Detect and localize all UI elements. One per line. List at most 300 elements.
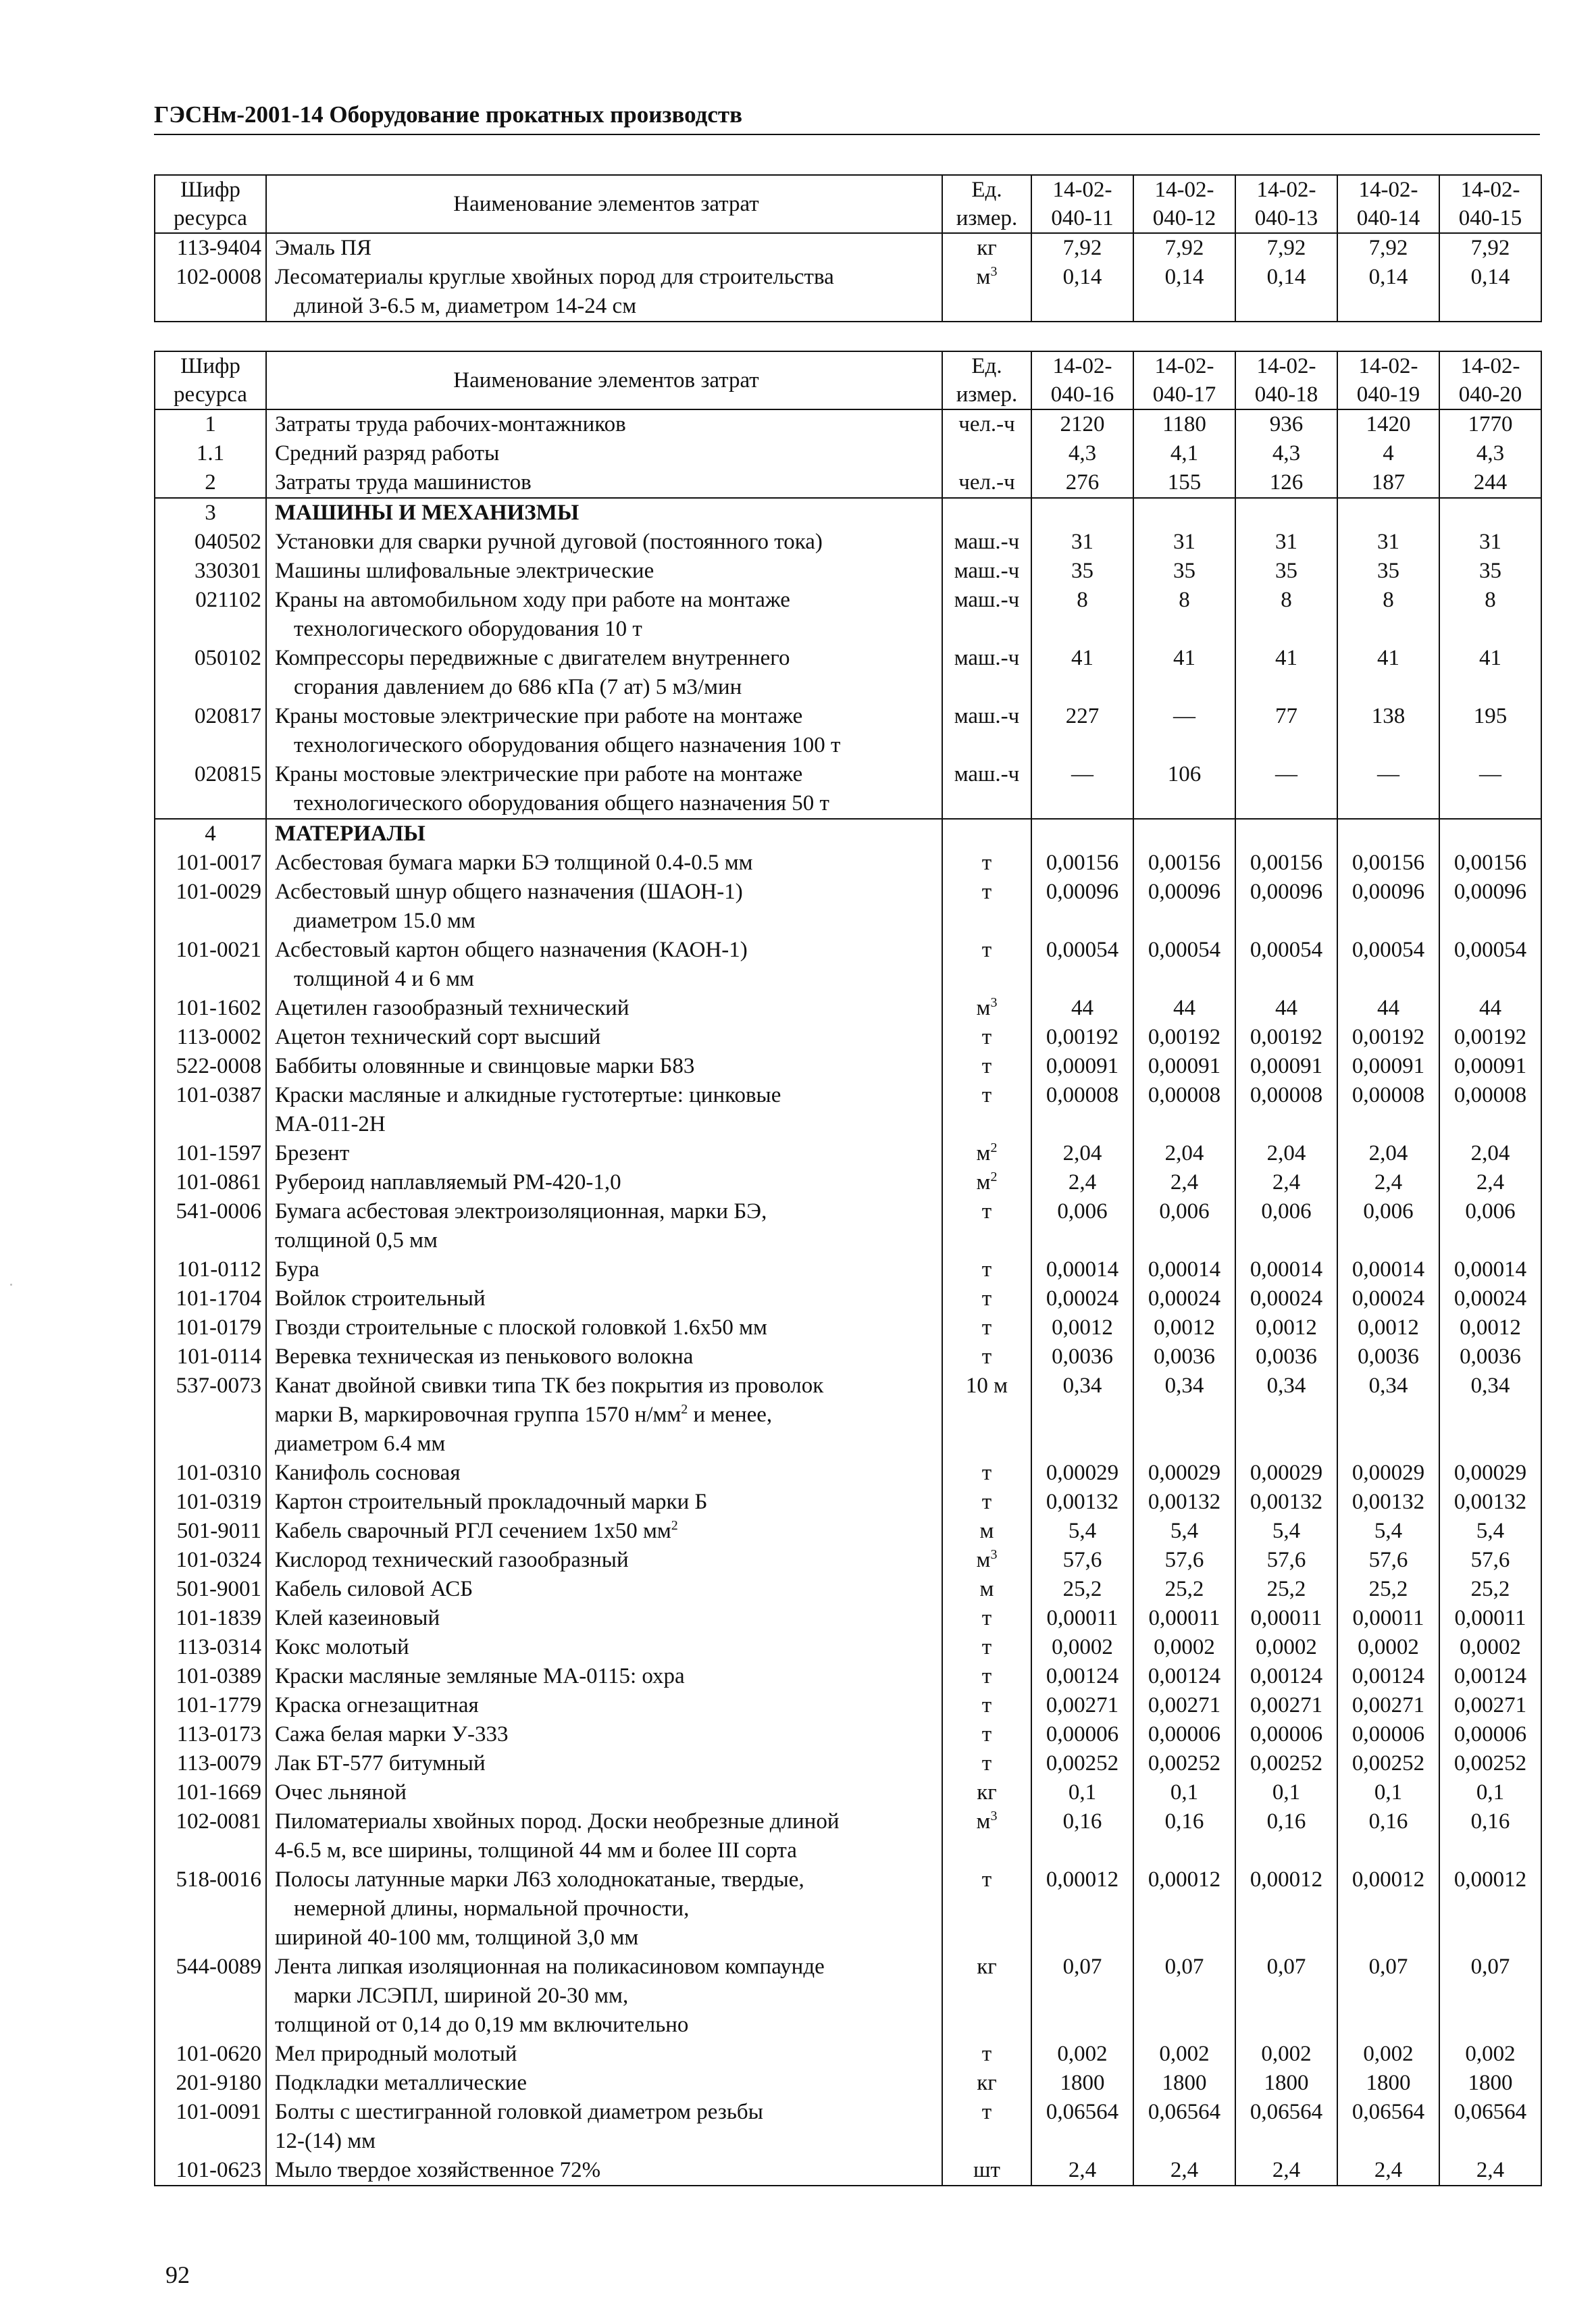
resource-name (266, 557, 942, 586)
norm-value: 0,00252 (1439, 1749, 1541, 1778)
norm-value: 0,06564 (1439, 2098, 1541, 2156)
unit-text: т (981, 1344, 992, 1369)
resource-code: 101-1779 (155, 1691, 266, 1720)
norm-value: 0,1 (1235, 1778, 1337, 1807)
resource-name (266, 1459, 942, 1488)
norm-value: 41 (1337, 644, 1439, 702)
unit (942, 1459, 1031, 1488)
norm-value: 0,00156 (1133, 849, 1235, 878)
norm-value: 227 (1031, 702, 1133, 760)
empty-cell (1133, 498, 1235, 528)
unit (942, 644, 1031, 702)
name-line: Лента липкая изоляционная на поликасиновом компаунде (275, 1955, 825, 1979)
name-line: Краски масляные земляные МА-0115: охра (275, 1664, 685, 1688)
empty-cell (1439, 498, 1541, 528)
norm-value: 2,04 (1133, 1139, 1235, 1168)
norm-value: 0,00011 (1235, 1604, 1337, 1633)
name-line (275, 1401, 937, 1430)
resource-name (266, 2156, 942, 2186)
norm-value: 0,00096 (1337, 878, 1439, 936)
norm-value: 0,00008 (1031, 1081, 1133, 1139)
resource-code: 102-0008 (155, 263, 266, 322)
material-row (155, 1342, 1541, 1372)
name-line: Веревка техническая из пенькового волокна (275, 1344, 694, 1369)
norm-value: 0,0036 (1133, 1342, 1235, 1372)
norm-value: 4,3 (1031, 439, 1133, 468)
empty-cell (1031, 498, 1133, 528)
norm-value: 0,00011 (1031, 1604, 1133, 1633)
norm-value: 57,6 (1439, 1546, 1541, 1575)
unit (942, 528, 1031, 557)
resource-code: 101-0021 (155, 936, 266, 994)
machine-row (155, 760, 1541, 819)
unit-text: т (981, 1751, 992, 1776)
unit (942, 1052, 1031, 1081)
resource-table-2 (154, 351, 1542, 2186)
norm-value: 0,00029 (1439, 1459, 1541, 1488)
norm-value: 0,002 (1337, 2040, 1439, 2069)
resource-code: 021102 (155, 586, 266, 644)
unit (942, 1168, 1031, 1197)
norm-value: 0,00096 (1439, 878, 1541, 936)
unit-text: т (981, 880, 992, 904)
name-line: Канат двойной свивки типа ТК без покрытия из проволок (275, 1374, 824, 1398)
empty-cell (1235, 498, 1337, 528)
name-line: Кокс молотый (275, 1635, 409, 1659)
norm-value: 0,006 (1439, 1197, 1541, 1255)
empty-cell (1235, 819, 1337, 849)
norm-value: 0,00091 (1439, 1052, 1541, 1081)
col-norm-header: 14-02- 040-20 (1439, 351, 1541, 409)
norm-value: 0,00008 (1439, 1081, 1541, 1139)
material-row (155, 1372, 1541, 1459)
name-part: марки В, маркировочная группа 1570 н/мм (275, 1403, 681, 1427)
norm-value: 0,006 (1337, 1197, 1439, 1255)
col-norm-header: 14-02- 040-19 (1337, 351, 1439, 409)
name-line: Гвозди строительные с плоской головкой 1.6х50 мм (275, 1315, 767, 1340)
material-row (155, 1488, 1541, 1517)
material-row (155, 1546, 1541, 1575)
resource-code: 101-1669 (155, 1778, 266, 1807)
name-line: Рубероид наплавляемый РМ-420-1,0 (275, 1170, 621, 1194)
material-row (155, 1168, 1541, 1197)
section-machines (155, 498, 1541, 528)
name-part: и менее, (688, 1403, 773, 1427)
material-row (155, 1633, 1541, 1662)
unit (942, 2069, 1031, 2098)
norm-value: 2,04 (1235, 1139, 1337, 1168)
norm-value: 2,4 (1235, 1168, 1337, 1197)
name-line: технологического оборудования 10 т (294, 617, 642, 641)
norm-value: 0,00012 (1133, 1865, 1235, 1953)
norm-value: 0,0002 (1235, 1633, 1337, 1662)
resource-code: 541-0006 (155, 1197, 266, 1255)
norm-value: 0,00014 (1337, 1255, 1439, 1284)
norm-value: 0,002 (1439, 2040, 1541, 2069)
resource-name (266, 1023, 942, 1052)
norm-value: 0,00132 (1133, 1488, 1235, 1517)
norm-value: 126 (1235, 468, 1337, 498)
unit (942, 1691, 1031, 1720)
norm-value: 0,00014 (1133, 1255, 1235, 1284)
material-row (155, 1720, 1541, 1749)
norm-value: 0,00156 (1337, 849, 1439, 878)
col-norm-header: 14-02- 040-18 (1235, 351, 1337, 409)
material-row (155, 1662, 1541, 1691)
unit (942, 1953, 1031, 2040)
resource-name (266, 1342, 942, 1372)
unit-text: чел.-ч (958, 412, 1015, 436)
name-line: Краски масляные и алкидные густотертые: цинковые (275, 1083, 781, 1107)
name-line: Краны мостовые электрические при работе на монтаже (275, 762, 803, 786)
norm-value: — (1133, 702, 1235, 760)
norm-value: 0,00271 (1031, 1691, 1133, 1720)
resource-code: 544-0089 (155, 1953, 266, 2040)
norm-value: 0,00091 (1133, 1052, 1235, 1081)
material-row (155, 1778, 1541, 1807)
norm-value: 0,00096 (1031, 878, 1133, 936)
resource-name (266, 468, 942, 498)
name-line: Мыло твердое хозяйственное 72% (275, 2158, 601, 2182)
col-norm-header: 14-02- 040-12 (1133, 175, 1235, 233)
resource-name (266, 1575, 942, 1604)
resource-name (266, 1749, 942, 1778)
name-line: Кабель сварочный РГЛ сечением 1х50 мм (275, 1519, 671, 1543)
superscript: 2 (990, 1169, 998, 1184)
unit-text: т (981, 1693, 992, 1717)
resource-name (266, 1081, 942, 1139)
norm-value: 0,0036 (1439, 1342, 1541, 1372)
norm-value: 195 (1439, 702, 1541, 760)
norm-value: 57,6 (1031, 1546, 1133, 1575)
unit (942, 2040, 1031, 2069)
norm-value: 0,00008 (1337, 1081, 1439, 1139)
labor-row (155, 409, 1541, 439)
machine-row (155, 528, 1541, 557)
name-line: Войлок строительный (275, 1286, 486, 1311)
name-line: Картон строительный прокладочный марки Б (275, 1490, 708, 1514)
material-row (155, 1459, 1541, 1488)
superscript: 3 (990, 995, 998, 1010)
norm-value: 0,1 (1031, 1778, 1133, 1807)
norm-value: 0,0036 (1031, 1342, 1133, 1372)
norm-value: 0,00006 (1031, 1720, 1133, 1749)
unit-text: кг (977, 2071, 997, 2095)
norm-value: 0,07 (1133, 1953, 1235, 2040)
norm-value: 2,04 (1439, 1139, 1541, 1168)
norm-value: 0,00011 (1439, 1604, 1541, 1633)
norm-value: 0,00252 (1133, 1749, 1235, 1778)
material-row (155, 2156, 1541, 2186)
resource-name (266, 1255, 942, 1284)
resource-code: 501-9011 (155, 1517, 266, 1546)
norm-value: 8 (1439, 586, 1541, 644)
norm-value: 0,00012 (1439, 1865, 1541, 1953)
norm-value: 155 (1133, 468, 1235, 498)
name-line: МА-011-2Н (275, 1112, 386, 1136)
norm-value: 0,00012 (1235, 1865, 1337, 1953)
norm-value: 4,3 (1439, 439, 1541, 468)
resource-code: 101-0389 (155, 1662, 266, 1691)
unit-text: т (981, 938, 992, 962)
norm-value: 0,34 (1235, 1372, 1337, 1459)
unit (942, 760, 1031, 819)
section-title: МАТЕРИАЛЫ (266, 819, 942, 849)
resource-name (266, 1372, 942, 1459)
resource-name (266, 1517, 942, 1546)
col-norm-header: 14-02- 040-11 (1031, 175, 1133, 233)
material-row (155, 1023, 1541, 1052)
norm-value: 0,06564 (1031, 2098, 1133, 2156)
norm-value: 2,4 (1031, 2156, 1133, 2186)
section-materials (155, 819, 1541, 849)
page-header: ГЭСНм-2001-14 Оборудование прокатных производств (154, 101, 742, 128)
unit-text: т (981, 1025, 992, 1049)
resource-code: 020817 (155, 702, 266, 760)
norm-value: 1770 (1439, 409, 1541, 439)
unit (942, 878, 1031, 936)
page-number: 92 (165, 2261, 190, 2288)
name-line: Сажа белая марки У-333 (275, 1722, 509, 1746)
section-code: 4 (155, 819, 266, 849)
resource-code: 101-1839 (155, 1604, 266, 1633)
resource-name (266, 994, 942, 1023)
name-line: технологического оборудования общего назначения 100 т (294, 733, 841, 757)
unit-text: кг (977, 236, 997, 260)
norm-value: 31 (1337, 528, 1439, 557)
norm-value: 2,4 (1235, 2156, 1337, 2186)
norm-value: 41 (1133, 644, 1235, 702)
name-line: сгорания давлением до 686 кПа (7 ат) 5 м3/мин (294, 675, 742, 699)
section-title: МАШИНЫ И МЕХАНИЗМЫ (266, 498, 942, 528)
norm-value: 0,00029 (1235, 1459, 1337, 1488)
name-line: Полосы латунные марки Л63 холоднокатаные, твердые, (275, 1867, 804, 1892)
norm-value: 0,00132 (1439, 1488, 1541, 1517)
name-line: толщиной от 0,14 до 0,19 мм включительно (275, 2013, 689, 2037)
name-line: Брезент (275, 1141, 350, 1165)
norm-value: 0,0012 (1439, 1313, 1541, 1342)
name-line: Асбестовая бумага марки БЭ толщиной 0.4-0.5 мм (275, 851, 753, 875)
norm-value: 0,00156 (1439, 849, 1541, 878)
norm-value: — (1031, 760, 1133, 819)
norm-value: 1800 (1337, 2069, 1439, 2098)
resource-code: 101-1602 (155, 994, 266, 1023)
unit (942, 1284, 1031, 1313)
resource-name (266, 1691, 942, 1720)
unit (942, 1633, 1031, 1662)
norm-value: 0,1 (1337, 1778, 1439, 1807)
norm-value: 0,00252 (1337, 1749, 1439, 1778)
name-line: Кислород технический газообразный (275, 1548, 629, 1572)
norm-value: 0,06564 (1337, 2098, 1439, 2156)
resource-code: 101-0091 (155, 2098, 266, 2156)
unit-text: т (981, 1606, 992, 1630)
material-row (155, 1604, 1541, 1633)
resource-code: 501-9001 (155, 1575, 266, 1604)
norm-value: 0,16 (1439, 1807, 1541, 1865)
superscript: 2 (681, 1402, 688, 1417)
resource-code: 101-0387 (155, 1081, 266, 1139)
unit (942, 1807, 1031, 1865)
norm-value: 0,00156 (1031, 849, 1133, 878)
machine-row (155, 702, 1541, 760)
norm-value: 8 (1031, 586, 1133, 644)
norm-value: 57,6 (1133, 1546, 1235, 1575)
resource-name (266, 878, 942, 936)
unit-text: м (979, 1519, 994, 1543)
resource-name (266, 1865, 942, 1953)
norm-value: 0,002 (1235, 2040, 1337, 2069)
unit (942, 263, 1031, 322)
unit-text: т (981, 1461, 992, 1485)
material-row (155, 1081, 1541, 1139)
empty-cell (942, 498, 1031, 528)
col-norm-header: 14-02- 040-15 (1439, 175, 1541, 233)
name-line: Бумага асбестовая электроизоляционная, марки БЭ, (275, 1199, 767, 1224)
empty-cell (1337, 498, 1439, 528)
resource-code: 101-0029 (155, 878, 266, 936)
norm-value: 0,0012 (1031, 1313, 1133, 1342)
name-line: шириной 40-100 мм, толщиной 3,0 мм (275, 1926, 639, 1950)
norm-value: 0,00029 (1337, 1459, 1439, 1488)
norm-value: 0,00124 (1031, 1662, 1133, 1691)
unit-text: маш.-ч (954, 762, 1020, 786)
unit-text: т (981, 1083, 992, 1107)
material-row (155, 1691, 1541, 1720)
unit (942, 1139, 1031, 1168)
norm-value: 0,0012 (1337, 1313, 1439, 1342)
norm-value: 0,06564 (1133, 2098, 1235, 2156)
unit-text: 10 м (965, 1374, 1008, 1398)
material-row (155, 2040, 1541, 2069)
resource-name (266, 1720, 942, 1749)
unit-text: т (981, 2042, 992, 2066)
name-line: 12-(14) мм (275, 2129, 376, 2153)
unit-text: т (981, 2100, 992, 2124)
superscript: 3 (990, 264, 998, 279)
norm-value: 0,1 (1133, 1778, 1235, 1807)
unit-text: маш.-ч (954, 704, 1020, 728)
norm-value: 0,00054 (1031, 936, 1133, 994)
material-row (155, 1197, 1541, 1255)
resource-code: 020815 (155, 760, 266, 819)
name-line: Машины шлифовальные электрические (275, 559, 654, 583)
material-row (155, 878, 1541, 936)
labor-row (155, 439, 1541, 468)
norm-value: 0,00006 (1337, 1720, 1439, 1749)
norm-value: 5,4 (1031, 1517, 1133, 1546)
labor-row (155, 468, 1541, 498)
norm-value: 0,00024 (1439, 1284, 1541, 1313)
name-line: Ацетилен газообразный технический (275, 996, 629, 1020)
unit-text: т (981, 1664, 992, 1688)
norm-value: 31 (1031, 528, 1133, 557)
norm-value: 0,16 (1337, 1807, 1439, 1865)
unit (942, 1778, 1031, 1807)
norm-value: 4,3 (1235, 439, 1337, 468)
name-line: Ацетон технический сорт высший (275, 1025, 601, 1049)
resource-code: 040502 (155, 528, 266, 557)
norm-value: 35 (1439, 557, 1541, 586)
resource-code: 330301 (155, 557, 266, 586)
norm-value: 106 (1133, 760, 1235, 819)
resource-name (266, 760, 942, 819)
material-row (155, 1749, 1541, 1778)
norm-value: 25,2 (1235, 1575, 1337, 1604)
resource-code: 537-0073 (155, 1372, 266, 1459)
name-line: Болты с шестигранной головкой диаметром резьбы (275, 2100, 763, 2124)
norm-value: 0,002 (1031, 2040, 1133, 2069)
col-code-header: Шифр ресурса (155, 175, 266, 233)
norm-value: 5,4 (1133, 1517, 1235, 1546)
resource-code: 1 (155, 409, 266, 439)
name-line: толщиной 0,5 мм (275, 1228, 438, 1253)
unit (942, 1255, 1031, 1284)
col-code-header: Шифр ресурса (155, 351, 266, 409)
unit (942, 849, 1031, 878)
material-row (155, 849, 1541, 878)
resource-code: 101-0112 (155, 1255, 266, 1284)
norm-value: 0,00252 (1031, 1749, 1133, 1778)
unit (942, 1023, 1031, 1052)
unit (942, 409, 1031, 439)
resource-code: 101-0620 (155, 2040, 266, 2069)
name-line: технологического оборудования общего назначения 50 т (294, 791, 829, 815)
norm-value: 0,0002 (1133, 1633, 1235, 1662)
norm-value: 35 (1133, 557, 1235, 586)
norm-value: 0,00192 (1439, 1023, 1541, 1052)
resource-name (266, 1778, 942, 1807)
norm-value: 0,00124 (1133, 1662, 1235, 1691)
resource-name (266, 1662, 942, 1691)
norm-value: 0,07 (1235, 1953, 1337, 2040)
norm-value: 0,00029 (1133, 1459, 1235, 1488)
empty-cell (1337, 819, 1439, 849)
material-row (155, 1313, 1541, 1342)
name-line: диаметром 6.4 мм (275, 1432, 446, 1456)
empty-cell (1439, 819, 1541, 849)
resource-code: 101-1597 (155, 1139, 266, 1168)
norm-value: 0,00192 (1337, 1023, 1439, 1052)
norm-value: 0,00024 (1337, 1284, 1439, 1313)
name-line: немерной длины, нормальной прочности, (294, 1896, 690, 1921)
name-line: Затраты труда машинистов (275, 470, 532, 495)
unit (942, 1372, 1031, 1459)
norm-value: 1180 (1133, 409, 1235, 439)
resource-name (266, 1604, 942, 1633)
resource-name (266, 1284, 942, 1313)
norm-value: 5,4 (1439, 1517, 1541, 1546)
unit-text: шт (973, 2158, 1000, 2182)
resource-name (266, 2069, 942, 2098)
resource-name (266, 2098, 942, 2156)
unit-text: м (976, 1141, 991, 1165)
resource-code: 522-0008 (155, 1052, 266, 1081)
norm-value: 0,00124 (1439, 1662, 1541, 1691)
unit (942, 1604, 1031, 1633)
norm-value: 0,006 (1031, 1197, 1133, 1255)
norm-value: 0,00091 (1337, 1052, 1439, 1081)
name-line: Лесоматериалы круглые хвойных пород для строительства (275, 265, 834, 289)
norm-value: 1420 (1337, 409, 1439, 439)
norm-value: 0,00271 (1235, 1691, 1337, 1720)
norm-value: 0,14 (1235, 263, 1337, 322)
unit-text: м (976, 1548, 991, 1572)
resource-name (266, 1546, 942, 1575)
name-line: Кабель силовой АСБ (275, 1577, 473, 1601)
norm-value: 0,14 (1031, 263, 1133, 322)
unit (942, 2098, 1031, 2156)
